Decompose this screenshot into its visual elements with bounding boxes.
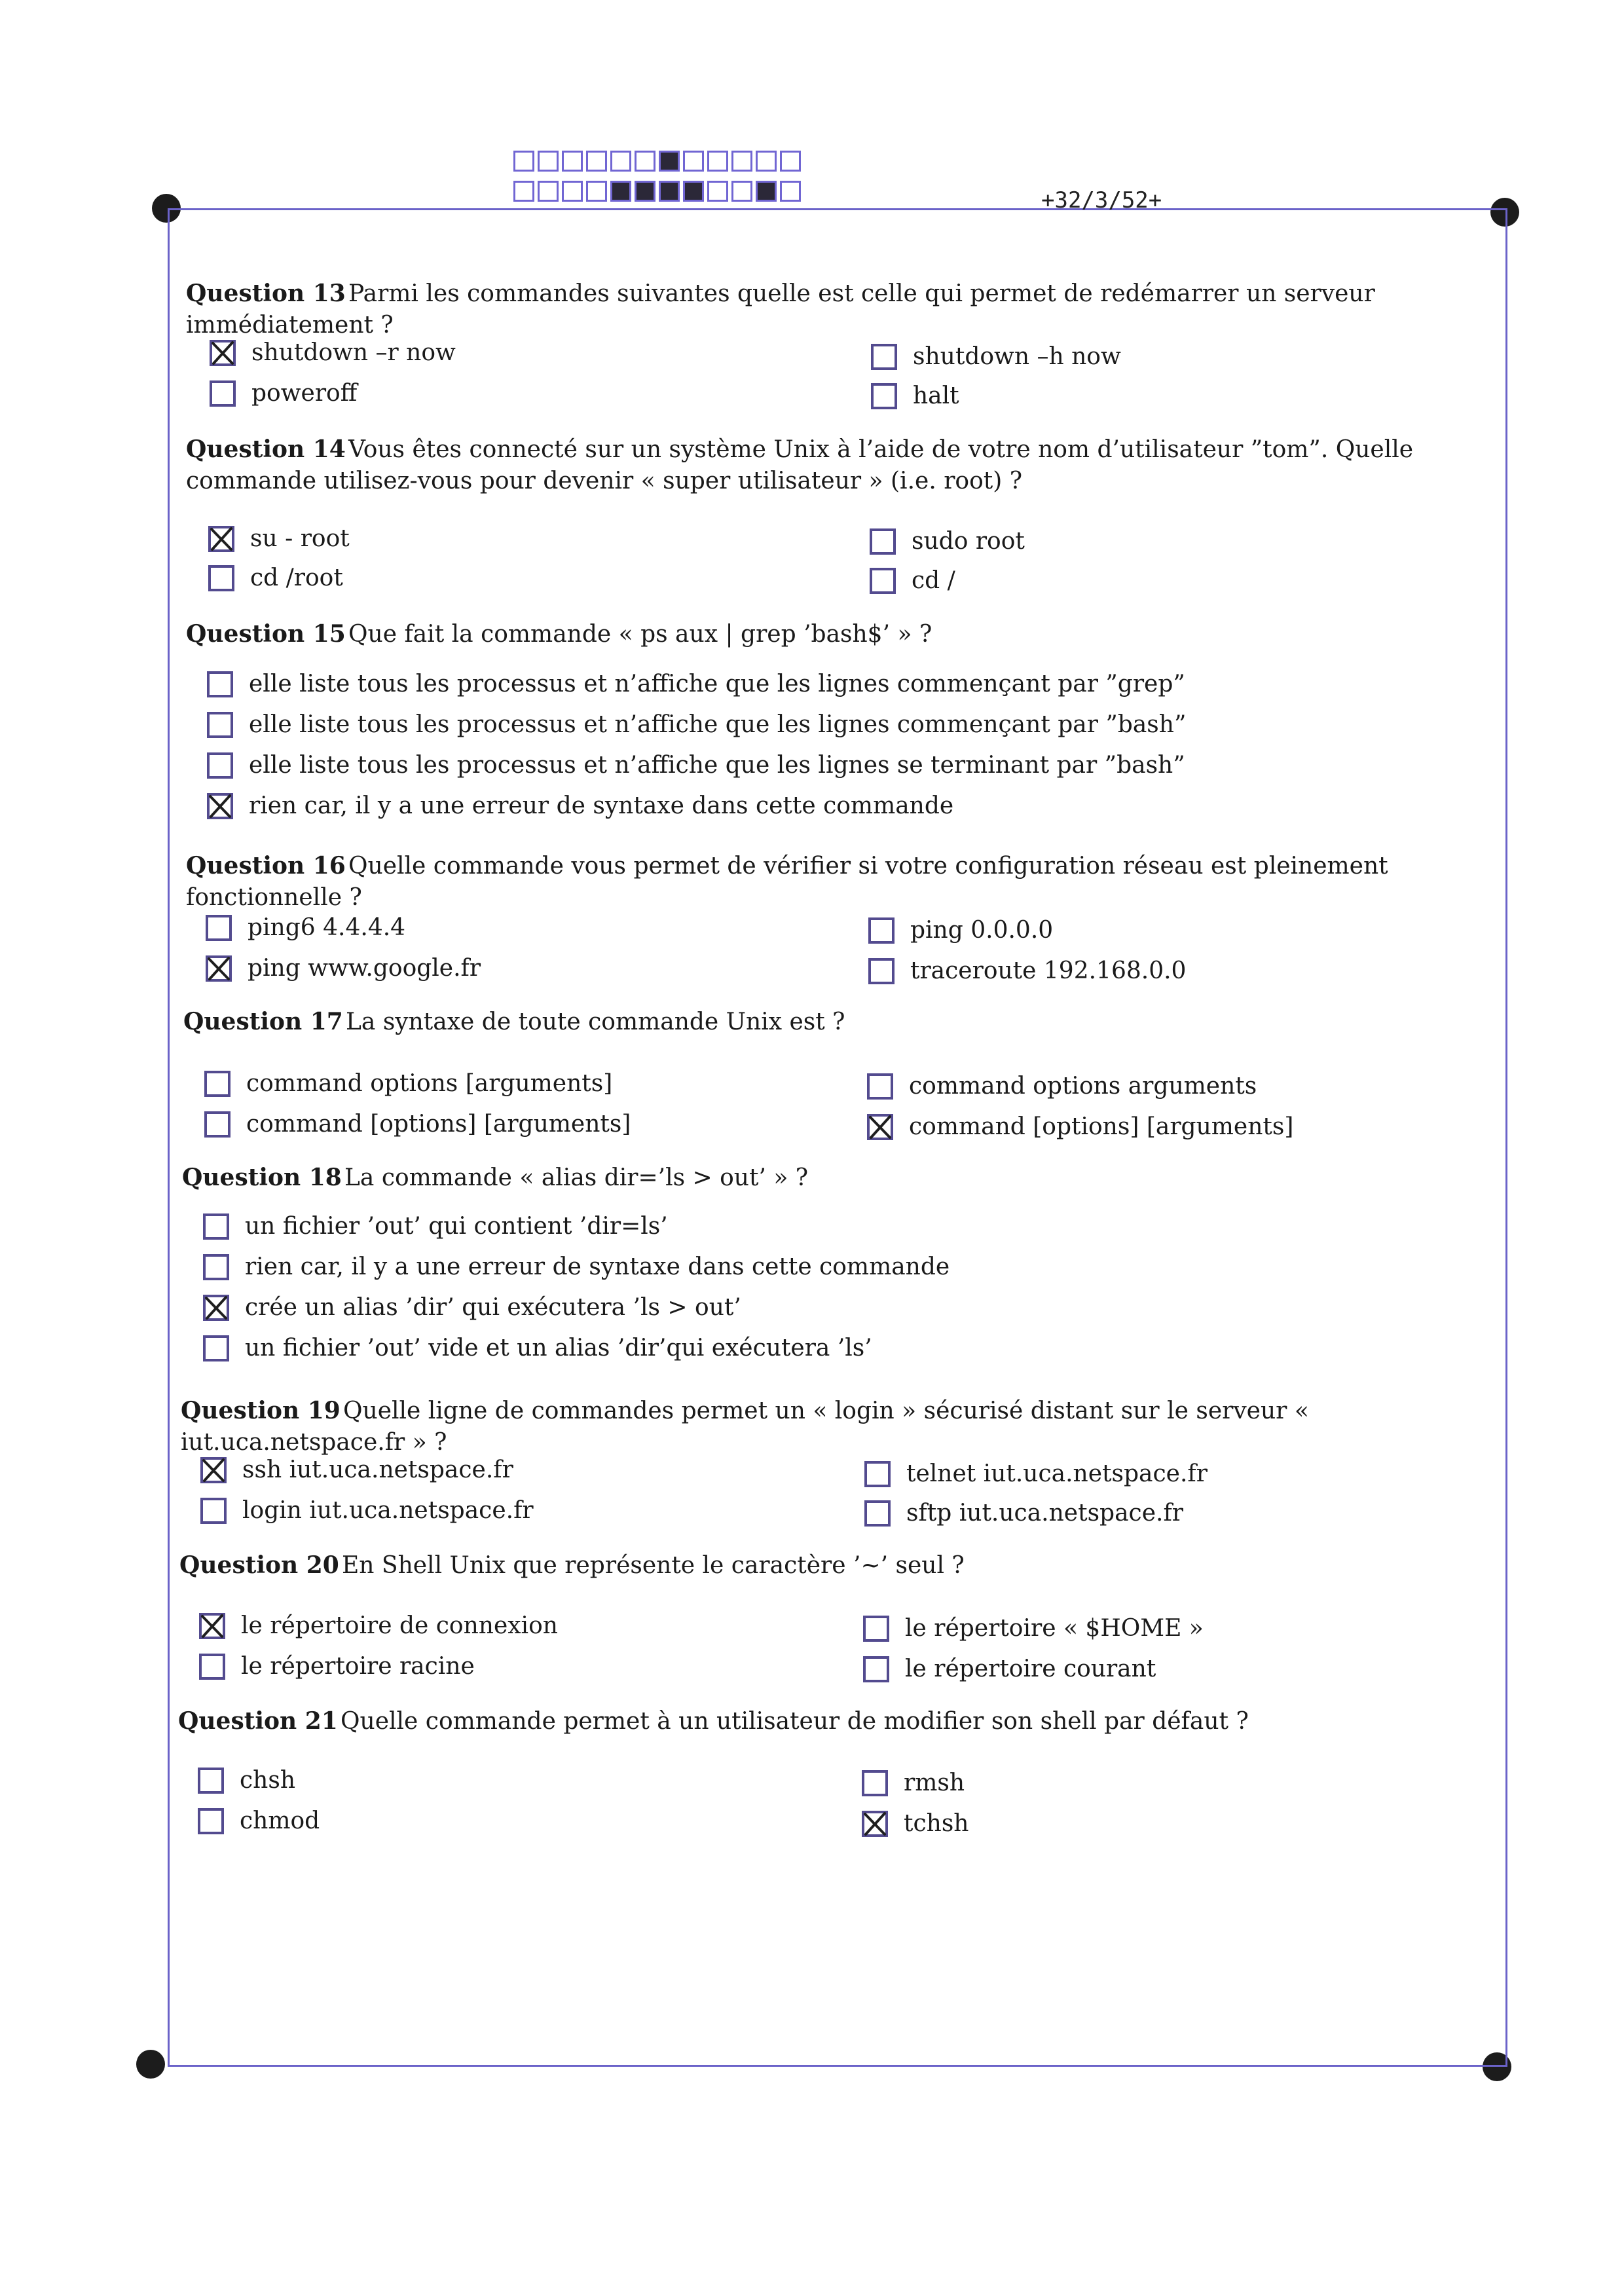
barcode-cell-empty: [707, 151, 728, 172]
checkbox[interactable]: [871, 383, 897, 409]
checkbox[interactable]: [864, 1461, 891, 1487]
barcode-cell-empty: [731, 151, 752, 172]
answer-option[interactable]: [200, 1497, 534, 1524]
question-label: Question 13: [186, 280, 346, 307]
question-text: Parmi les commandes suivantes quelle est celle qui permet de redémarrer un serveur immédiatement ?: [186, 280, 1375, 339]
answer-option[interactable]: [198, 1807, 320, 1834]
checkbox[interactable]: [862, 1811, 888, 1837]
barcode-cell-empty: [780, 151, 801, 172]
checkbox[interactable]: [867, 1073, 893, 1100]
option-label: rien car, il y a une erreur de syntaxe dans cette commande: [249, 792, 954, 819]
answer-option[interactable]: [862, 1769, 965, 1796]
option-label: sftp iut.uca.netspace.fr: [906, 1500, 1183, 1527]
page-barcode-row-2: [513, 181, 801, 202]
checkbox[interactable]: [868, 917, 895, 944]
checkbox[interactable]: [870, 528, 896, 555]
option-label: ssh iut.uca.netspace.fr: [242, 1456, 513, 1483]
option-label: telnet iut.uca.netspace.fr: [906, 1460, 1208, 1487]
option-label: command options [arguments]: [246, 1070, 613, 1097]
barcode-cell-empty: [513, 181, 534, 202]
checkbox[interactable]: [208, 565, 234, 591]
barcode-cell-filled: [659, 181, 680, 202]
checkbox[interactable]: [203, 1335, 229, 1361]
answer-option[interactable]: [868, 957, 1186, 984]
checkbox[interactable]: [863, 1616, 889, 1642]
page-identifier: +32/3/52+: [1041, 187, 1162, 213]
answer-option[interactable]: [206, 955, 481, 982]
question-label: Question 19: [181, 1397, 341, 1424]
answer-option[interactable]: [863, 1656, 1156, 1682]
option-label: le répertoire racine: [241, 1653, 475, 1680]
cross-check-icon: [207, 793, 233, 819]
answer-option[interactable]: [864, 1500, 1183, 1527]
barcode-cell-filled: [635, 181, 655, 202]
checkbox[interactable]: [210, 380, 236, 407]
option-label: su - root: [250, 525, 350, 552]
checkbox[interactable]: [207, 712, 233, 738]
barcode-cell-filled: [659, 151, 680, 172]
checkbox[interactable]: [199, 1654, 225, 1680]
checkbox[interactable]: [198, 1808, 224, 1834]
cross-check-icon: [203, 1295, 229, 1321]
question-label: Question 18: [182, 1164, 342, 1191]
answer-option[interactable]: [863, 1615, 1204, 1642]
checkbox[interactable]: [864, 1500, 891, 1527]
barcode-cell-empty: [586, 181, 607, 202]
cross-check-icon: [208, 526, 234, 552]
question-text: Quelle commande permet à un utilisateur de modifier son shell par défaut ?: [341, 1708, 1249, 1735]
option-label: traceroute 192.168.0.0: [910, 957, 1187, 984]
option-label: poweroff: [251, 380, 358, 407]
answer-option[interactable]: [207, 711, 1186, 738]
barcode-cell-filled: [756, 181, 777, 202]
checkbox[interactable]: [207, 671, 233, 697]
answer-option[interactable]: [871, 343, 1121, 370]
option-label: ping 0.0.0.0: [910, 917, 1054, 944]
checkbox[interactable]: [199, 1613, 225, 1639]
barcode-cell-empty: [610, 151, 631, 172]
answer-option[interactable]: [199, 1653, 475, 1680]
option-label: le répertoire de connexion: [241, 1612, 558, 1639]
option-label: command options arguments: [909, 1073, 1257, 1100]
page-barcode-row-1: [513, 151, 801, 172]
barcode-cell-empty: [635, 151, 655, 172]
answer-option[interactable]: [203, 1335, 872, 1361]
barcode-cell-empty: [538, 181, 559, 202]
checkbox[interactable]: [206, 955, 232, 982]
barcode-cell-filled: [610, 181, 631, 202]
checkbox[interactable]: [867, 1114, 893, 1140]
question-text: Quelle ligne de commandes permet un « login » sécurisé distant sur le serveur « iut.uca.netspace.fr » ?: [181, 1398, 1309, 1456]
question-text: Vous êtes connecté sur un système Unix à l’aide de votre nom d’utilisateur ”tom”. Quelle commande utilisez-vous pour devenir « super utilisateur » (i.e. root) ?: [186, 436, 1414, 494]
answer-option[interactable]: [207, 752, 1185, 779]
answer-option[interactable]: [210, 339, 456, 366]
question-label: Question 16: [186, 852, 346, 880]
question-text: Que fait la commande « ps aux | grep ’bash$’ » ?: [348, 621, 932, 648]
option-label: elle liste tous les processus et n’affiche que les lignes se terminant par ”bash”: [249, 752, 1185, 779]
checkbox[interactable]: [204, 1111, 231, 1138]
checkbox[interactable]: [862, 1770, 888, 1796]
barcode-cell-empty: [731, 181, 752, 202]
answer-option[interactable]: [199, 1612, 558, 1639]
checkbox[interactable]: [207, 752, 233, 779]
checkbox[interactable]: [210, 340, 236, 366]
checkbox[interactable]: [204, 1071, 231, 1097]
option-label: shutdown –r now: [251, 339, 456, 366]
option-label: cd /root: [250, 565, 343, 591]
cross-check-icon: [867, 1114, 893, 1140]
barcode-cell-empty: [707, 181, 728, 202]
question-label: Question 17: [183, 1008, 343, 1035]
option-label: chmod: [240, 1807, 320, 1834]
option-label: cd /: [912, 567, 955, 594]
answer-option[interactable]: [200, 1456, 513, 1483]
option-label: un fichier ’out’ qui contient ’dir=ls’: [245, 1213, 668, 1240]
checkbox[interactable]: [198, 1768, 224, 1794]
option-label: crée un alias ’dir’ qui exécutera ’ls > out’: [245, 1294, 741, 1321]
answer-option[interactable]: [203, 1294, 741, 1321]
checkbox[interactable]: [203, 1295, 229, 1321]
cross-check-icon: [210, 340, 236, 366]
checkbox[interactable]: [868, 958, 895, 984]
option-label: un fichier ’out’ vide et un alias ’dir’qui exécutera ’ls’: [245, 1335, 872, 1361]
barcode-cell-filled: [683, 181, 704, 202]
option-label: command [options] [arguments]: [246, 1111, 631, 1138]
question-label: Question 14: [186, 435, 346, 463]
answer-option[interactable]: [867, 1113, 1293, 1140]
cross-check-icon: [206, 955, 232, 982]
question-text: La commande « alias dir=’ls > out’ » ?: [344, 1164, 809, 1191]
answer-option[interactable]: [207, 671, 1185, 697]
barcode-cell-empty: [538, 151, 559, 172]
checkbox[interactable]: [208, 526, 234, 552]
answer-option[interactable]: [204, 1070, 612, 1097]
checkbox[interactable]: [207, 793, 233, 819]
question-text: La syntaxe de toute commande Unix est ?: [346, 1009, 845, 1035]
checkbox[interactable]: [871, 344, 897, 370]
question-text: En Shell Unix que représente le caractère ’∼’ seul ?: [342, 1552, 965, 1579]
option-label: chsh: [240, 1767, 296, 1794]
answer-option[interactable]: [204, 1111, 631, 1138]
barcode-cell-empty: [513, 151, 534, 172]
barcode-cell-empty: [780, 181, 801, 202]
option-label: le répertoire courant: [905, 1656, 1156, 1682]
answer-option[interactable]: [208, 525, 350, 552]
answer-option[interactable]: [871, 382, 959, 409]
answer-option[interactable]: [870, 528, 1025, 555]
answer-option[interactable]: [207, 792, 953, 819]
answer-option[interactable]: [862, 1810, 969, 1837]
answer-option[interactable]: [203, 1253, 950, 1280]
option-label: ping www.google.fr: [248, 955, 481, 982]
answer-option[interactable]: [198, 1767, 295, 1794]
checkbox[interactable]: [863, 1656, 889, 1682]
option-label: le répertoire « $HOME »: [905, 1615, 1204, 1642]
barcode-cell-empty: [562, 181, 583, 202]
option-label: login iut.uca.netspace.fr: [242, 1497, 534, 1524]
checkbox[interactable]: [200, 1498, 227, 1524]
option-label: halt: [913, 382, 959, 409]
option-label: tchsh: [904, 1810, 969, 1837]
barcode-cell-empty: [683, 151, 704, 172]
option-label: command [options] [arguments]: [909, 1113, 1294, 1140]
answer-option[interactable]: [210, 380, 357, 407]
cross-check-icon: [199, 1613, 225, 1639]
checkbox[interactable]: [870, 568, 896, 594]
barcode-cell-empty: [756, 151, 777, 172]
answer-option[interactable]: [870, 567, 955, 594]
checkbox[interactable]: [203, 1254, 229, 1280]
question-label: Question 15: [186, 620, 346, 648]
option-label: ping6 4.4.4.4: [248, 914, 406, 941]
answer-option[interactable]: [208, 565, 343, 591]
question-label: Question 20: [179, 1551, 339, 1579]
corner-mark-bottom-left: [136, 2050, 165, 2079]
question-label: Question 21: [178, 1707, 338, 1735]
checkbox[interactable]: [203, 1213, 229, 1240]
barcode-cell-empty: [562, 151, 583, 172]
answer-option[interactable]: [868, 917, 1053, 944]
answer-option[interactable]: [206, 914, 405, 941]
question-text: Quelle commande vous permet de vérifier si votre configuration réseau est pleinement fonctionnelle ?: [186, 853, 1388, 911]
answer-option[interactable]: [864, 1460, 1208, 1487]
option-label: rmsh: [904, 1769, 965, 1796]
answer-option[interactable]: [203, 1213, 668, 1240]
cross-check-icon: [862, 1811, 888, 1837]
barcode-cell-empty: [586, 151, 607, 172]
cross-check-icon: [200, 1457, 227, 1483]
option-label: sudo root: [912, 528, 1025, 555]
option-label: rien car, il y a une erreur de syntaxe dans cette commande: [245, 1253, 950, 1280]
option-label: shutdown –h now: [913, 343, 1121, 370]
option-label: elle liste tous les processus et n’affiche que les lignes commençant par ”grep”: [249, 671, 1185, 697]
answer-option[interactable]: [867, 1073, 1257, 1100]
checkbox[interactable]: [200, 1457, 227, 1483]
option-label: elle liste tous les processus et n’affiche que les lignes commençant par ”bash”: [249, 711, 1187, 738]
checkbox[interactable]: [206, 915, 232, 941]
